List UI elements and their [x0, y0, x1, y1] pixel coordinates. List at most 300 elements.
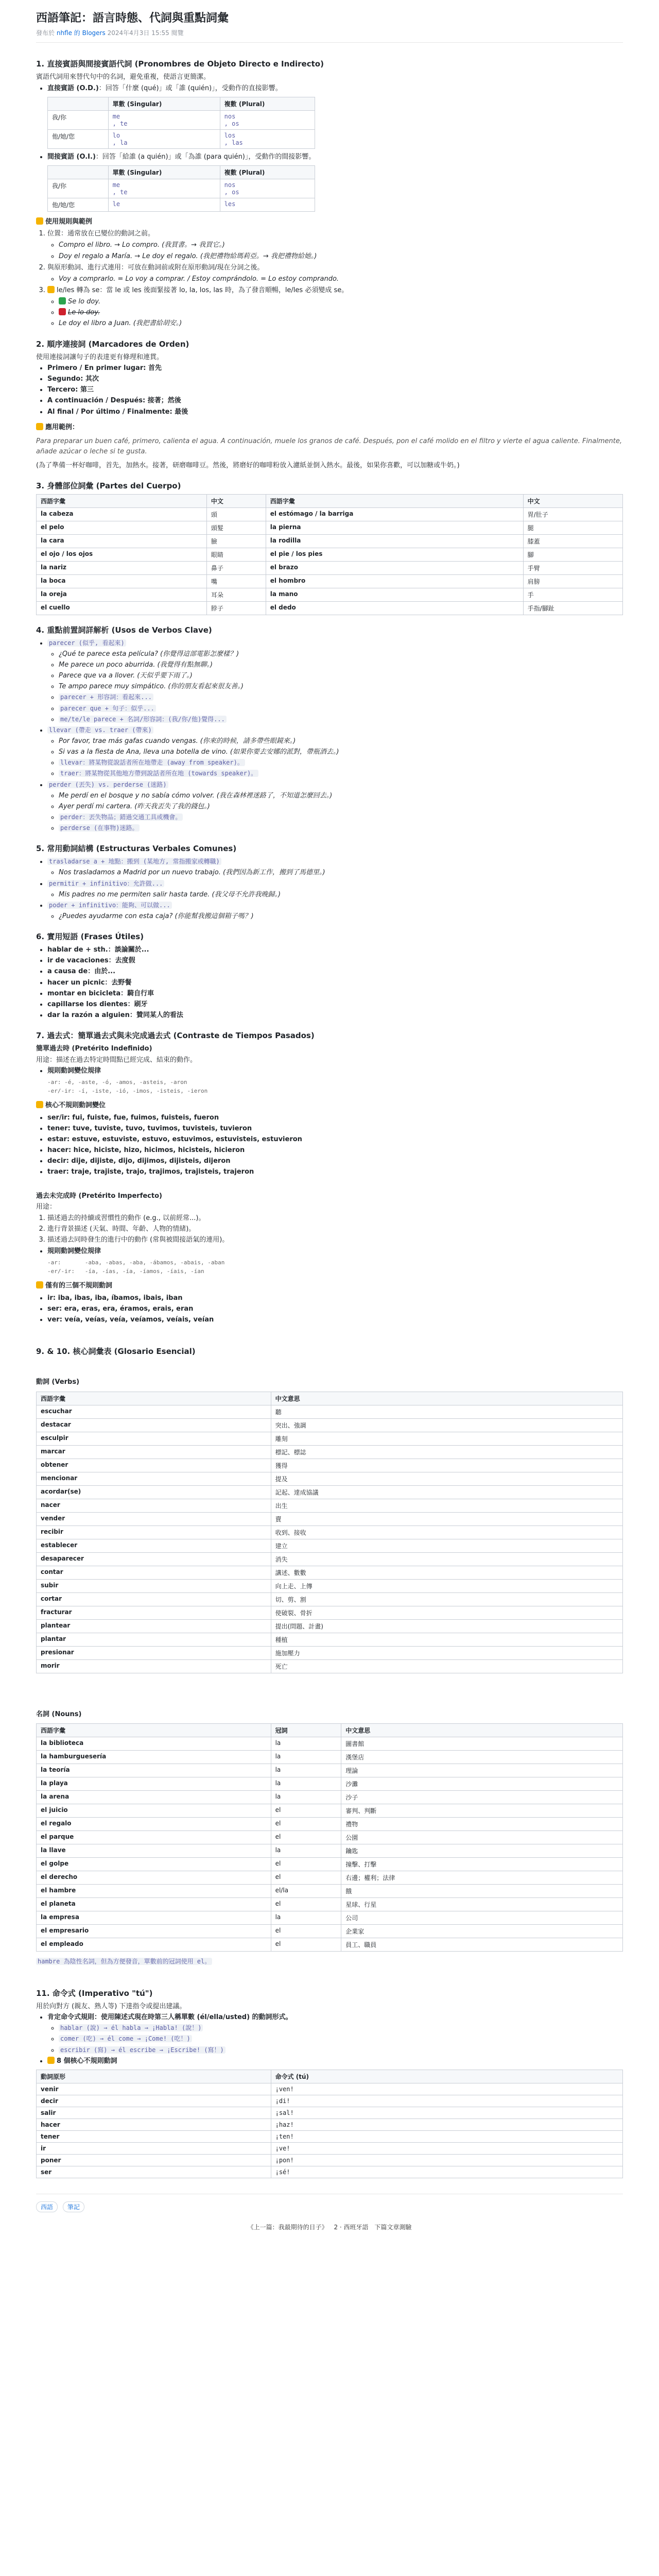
cell: el — [271, 1871, 341, 1885]
cell: 消失 — [271, 1552, 622, 1566]
example: ◦ Me perdí en el bosque y no sabía cómo volver. (我在森林裡迷路了，不知道怎麼回去。) — [59, 791, 623, 801]
io-table — [47, 165, 315, 212]
structure-item — [47, 901, 623, 922]
verb-item — [47, 638, 623, 725]
example-es: Para preparar un buen café, primero, calienta el agua. A continuación, muele los granos de café. Después, pon el café molido en el filtro y vierte el agua caliente. Finalmente, añade azúcar o leche si te gusta. — [36, 437, 622, 455]
cell: la playa — [37, 1777, 271, 1791]
list-item: • traer: traje, trajiste, trajo, trajimos, trajisteis, trajeron — [47, 1167, 623, 1177]
cell: el regalo — [37, 1818, 271, 1831]
verb-code: llevar (帶走 vs. traer (帶來) — [47, 726, 153, 734]
cell: la — [271, 1791, 341, 1804]
rules-title-text: 使用規則與範例 — [45, 217, 93, 226]
table-row — [37, 1871, 623, 1885]
table-row — [37, 588, 623, 601]
meta-date: 2024年4月3日 15:55 閱覽 — [107, 29, 184, 37]
cell: 種植 — [271, 1633, 622, 1646]
do-list — [36, 83, 623, 94]
cell: 脖子 — [206, 601, 266, 615]
example-no — [59, 308, 623, 318]
warning-icon — [47, 2057, 55, 2064]
section-title: 3. 身體部位詞彙 (Partes del Cuerpo) — [36, 481, 181, 490]
cell: 出生 — [271, 1499, 622, 1512]
cell: el hombro — [266, 574, 523, 588]
lightbulb-icon — [36, 423, 43, 430]
cell: 鼻子 — [206, 561, 266, 574]
table-row — [37, 1777, 623, 1791]
section-title: 2. 順序連接詞 (Marcadores de Orden) — [36, 339, 189, 349]
usage — [59, 715, 623, 725]
example-text: Se lo doy. — [68, 298, 101, 306]
list-item: • Al final / Por último / Finalmente: 最後 — [47, 407, 623, 417]
table-row — [37, 1751, 623, 1764]
table-row — [37, 2095, 623, 2107]
example: ◦ Ayer perdí mi cartera. (昨天我丟失了我的錢包。) — [59, 802, 623, 812]
cell: 標記、標誌 — [271, 1445, 622, 1459]
example-text: Le lo doy. — [68, 309, 100, 317]
list-item: • ir de vacaciones：去度假 — [47, 956, 623, 966]
cell: poner — [37, 2154, 271, 2166]
table-row — [37, 534, 623, 548]
example-code: escribir (寫) → él escribe → ¡Escribe! (寫！) — [59, 2046, 226, 2054]
th: 中文意思 — [271, 1392, 622, 1405]
cell: la hamburguesería — [37, 1751, 271, 1764]
cell: ser — [37, 2166, 271, 2178]
rule-item — [47, 285, 623, 329]
rules-list — [36, 229, 623, 329]
table-row — [37, 1405, 623, 1418]
irreg-title-text: 核心不規則動詞變位 — [45, 1101, 106, 1110]
cell: 死亡 — [271, 1659, 622, 1673]
table-row — [48, 110, 315, 129]
cell: el golpe — [37, 1858, 271, 1871]
cell: 講述、數數 — [271, 1566, 622, 1579]
cell: 企業家 — [341, 1925, 623, 1938]
th: 單數 (Singular) — [108, 165, 220, 179]
conjugation-block: -ar: -aba, -abas, -aba, -ábamos, -abais, -aban -er/-ir: -ía, -ías, -ía, -íamos, -íais, -ían — [47, 1259, 225, 1275]
th: 中文意思 — [341, 1724, 623, 1737]
table-row — [37, 561, 623, 574]
rule-text: le/les 轉為 se：當 le 或 les 後面緊接著 lo, la, los, las 時，為了發音順暢，le/les 必須變成 se。 — [57, 286, 349, 294]
imp-irreg-list — [36, 1293, 623, 1325]
cell: 獲得 — [271, 1459, 622, 1472]
table-row — [37, 1432, 623, 1445]
th: 單數 (Singular) — [108, 97, 220, 110]
list-item: • Segundo: 其次 — [47, 374, 623, 384]
table-row — [37, 1938, 623, 1952]
th: 動詞原形 — [37, 2070, 271, 2083]
cell: 手指/腳趾 — [523, 601, 622, 615]
cell: la llave — [37, 1844, 271, 1858]
section-title: 1. 直接賓語與間接賓語代詞 (Pronombres de Objeto Directo e Indirecto) — [36, 59, 324, 69]
section-phrases — [36, 931, 623, 1021]
verb-examples — [47, 649, 623, 725]
star-icon — [36, 217, 43, 225]
list-item: • a causa de：由於... — [47, 967, 623, 977]
cell: 使破裂、骨折 — [271, 1606, 622, 1619]
cell: le — [108, 198, 220, 211]
list-item: • estar: estuve, estuviste, estuvo, estuvimos, estuvisteis, estuvieron — [47, 1134, 623, 1145]
imperative-rule — [36, 2012, 623, 2066]
cell: 記起、達成協議 — [271, 1485, 622, 1499]
io-text: ：回答「給誰 (a quién)」或「為誰 (para quién)」，受動作的間接影響。 — [95, 152, 316, 161]
cell: el parque — [37, 1831, 271, 1844]
cell: la — [271, 1751, 341, 1764]
section-key-verbs — [36, 624, 623, 834]
cell: 禮物 — [341, 1818, 623, 1831]
cell: recibir — [37, 1526, 271, 1539]
example-code: hablar (說) → él habla → ¡Habla! (說！) — [59, 2024, 203, 2031]
list-item: • ser/ir: fui, fuiste, fue, fuimos, fuisteis, fueron — [47, 1113, 623, 1123]
imperative-table — [36, 2070, 623, 2178]
rule-item — [47, 2012, 623, 2056]
verb-code: parecer (似乎, 看起來) — [47, 639, 126, 647]
post-meta — [36, 28, 623, 43]
cell: contar — [37, 1566, 271, 1579]
cell: 我/你 — [48, 179, 109, 198]
do-item — [47, 83, 623, 94]
cell: nos , os — [220, 110, 315, 129]
table-row — [48, 198, 315, 211]
rule-item — [47, 263, 623, 284]
cell: hacer — [37, 2119, 271, 2130]
list-item: • capillarse los dientes：刷牙 — [47, 999, 623, 1010]
cell: ¡ten! — [271, 2130, 622, 2142]
section-intro: 用於向對方 (親友、熟人等) 下達指令或提出建議。 — [36, 2002, 186, 2010]
cell: 收到、接收 — [271, 1526, 622, 1539]
cell: la — [271, 1737, 341, 1751]
cell: morir — [37, 1659, 271, 1673]
cell: la rodilla — [266, 534, 523, 548]
th: 西語字彙 — [266, 494, 523, 507]
cell: el planeta — [37, 1898, 271, 1911]
list-item: • dar la razón a alguien：贊同某人的看法 — [47, 1010, 623, 1021]
list-item: • Tercero: 第三 — [47, 385, 623, 395]
cell: los , las — [220, 129, 315, 148]
list-item: 3. 描述過去同時發生的進行中的動作 (常與被間接語氣的連用)。 — [47, 1235, 623, 1245]
table-row — [37, 574, 623, 588]
table-row — [37, 1418, 623, 1432]
cell: me , te — [108, 179, 220, 198]
cell: la teoría — [37, 1764, 271, 1777]
table-row — [37, 2142, 623, 2154]
th: 西語字彙 — [37, 1392, 271, 1405]
cell: 切、剪、割 — [271, 1592, 622, 1606]
table-row — [37, 2083, 623, 2095]
verb-item — [47, 725, 623, 779]
cell: obtener — [37, 1459, 271, 1472]
irreg-list — [36, 1113, 623, 1178]
example: ◦ Le doy el libro a Juan. (我把書給胡安。) — [59, 318, 623, 329]
tag[interactable]: 筆記 — [63, 2201, 84, 2212]
cell: el empresario — [37, 1925, 271, 1938]
io-list — [36, 152, 623, 162]
cell: marcar — [37, 1445, 271, 1459]
conjugation-block: -ar: -é, -aste, -ó, -amos, -asteis, -aron -er/-ir: -í, -iste, -ió, -imos, -isteis, -ieron — [47, 1079, 208, 1094]
cell: el — [271, 1818, 341, 1831]
cell: tener — [37, 2130, 271, 2142]
usage-code: traer：將某物從其他地方帶到說話者所在地 (towards speaker)。 — [59, 770, 258, 777]
table-row — [48, 179, 315, 198]
cell: nos , os — [220, 179, 315, 198]
cell: 頭髮 — [206, 521, 266, 534]
structure-item — [47, 879, 623, 900]
irreg-title — [47, 2056, 623, 2066]
example: ◦ ¿Puedes ayudarme con esta caja? (你能幫我搬這個箱子嗎？) — [59, 911, 623, 922]
cell: el pie / los pies — [266, 548, 523, 561]
verb-examples — [47, 791, 623, 834]
th: 西語字彙 — [37, 1724, 271, 1737]
cell: 建立 — [271, 1539, 622, 1552]
cell: 雕刻 — [271, 1432, 622, 1445]
table-row — [37, 1512, 623, 1526]
usage-code: parecer + 形容詞：看起來... — [59, 693, 153, 701]
imp-rule: • 規則動詞變位規律 — [47, 1246, 623, 1257]
cell: la empresa — [37, 1911, 271, 1925]
cell: la — [271, 1764, 341, 1777]
table-row — [37, 507, 623, 521]
cell: 他/她/您 — [48, 129, 109, 148]
table-row — [37, 1619, 623, 1633]
cell: 賣 — [271, 1512, 622, 1526]
list-item: • hacer: hice, hiciste, hizo, hicimos, hicisteis, hicieron — [47, 1145, 623, 1156]
cell: el — [271, 1938, 341, 1952]
table-row — [37, 1633, 623, 1646]
cell: 公司 — [341, 1911, 623, 1925]
indef-title: 簡單過去時 (Pretérito Indefinido) — [36, 1045, 152, 1053]
cell: me , te — [108, 110, 220, 129]
table-row — [37, 1911, 623, 1925]
structures-list — [36, 857, 623, 922]
do-table — [47, 97, 315, 149]
prev-link[interactable]: 《上一篇：我最期待的日子》 — [247, 2223, 328, 2231]
cell: fracturar — [37, 1606, 271, 1619]
tag[interactable]: 西語 — [36, 2201, 58, 2212]
table-row — [37, 1804, 623, 1818]
imp-irreg-title — [36, 1281, 623, 1291]
example: ◦ Nos trasladamos a Madrid por un nuevo trabajo. (我們因為新工作，搬到了馬德里。) — [59, 868, 623, 878]
cell: escuchar — [37, 1405, 271, 1418]
pin-icon — [36, 1281, 43, 1289]
table-row — [37, 1844, 623, 1858]
order-list — [36, 363, 623, 417]
table-row — [37, 548, 623, 561]
usage-code: me/te/le parece + 名詞/形容詞：(我/你/他)覺得... — [59, 716, 227, 723]
th — [48, 165, 109, 179]
cell: 耳朵 — [206, 588, 266, 601]
list-item: • decir: dije, dijiste, dijo, dijimos, dijisteis, dijeron — [47, 1156, 623, 1166]
cell: 胃/肚子 — [523, 507, 622, 521]
table-row — [37, 521, 623, 534]
section-imperative — [36, 1988, 623, 2178]
cell: el dedo — [266, 601, 523, 615]
cell: plantear — [37, 1619, 271, 1633]
cell: la boca — [37, 574, 207, 588]
section-title: 11. 命令式 (Imperativo "tú") — [36, 1988, 153, 1998]
section-glossary — [36, 1346, 623, 1967]
cell: el pelo — [37, 521, 207, 534]
imp-irreg-title-text: 僅有的三個不規則動詞 — [45, 1282, 113, 1290]
verbs-table — [36, 1392, 623, 1673]
irreg-title-text: 8 個核心不規則動詞 — [57, 2057, 117, 2065]
table-row — [37, 1818, 623, 1831]
cell: vender — [37, 1512, 271, 1526]
cell: 肩膀 — [523, 574, 622, 588]
meta-prefix: 發布於 — [36, 29, 55, 37]
table-row — [37, 1646, 623, 1659]
table-row — [37, 1898, 623, 1911]
cell: 施加壓力 — [271, 1646, 622, 1659]
cell: esculpir — [37, 1432, 271, 1445]
cell: 圖書館 — [341, 1737, 623, 1751]
do-text: ：回答「什麼 (qué)」或「誰 (quién)」，受動作的直接影響。 — [98, 84, 282, 92]
table-row — [37, 1552, 623, 1566]
usage — [59, 812, 623, 823]
cell: el — [271, 1858, 341, 1871]
cell: acordar(se) — [37, 1485, 271, 1499]
cell: subir — [37, 1579, 271, 1592]
imp-title: 過去未完成時 (Pretérito Imperfecto) — [36, 1192, 162, 1200]
cell: decir — [37, 2095, 271, 2107]
table-row — [37, 2154, 623, 2166]
cell: el hambre — [37, 1885, 271, 1898]
cell: 沙灘 — [341, 1777, 623, 1791]
cell: el — [271, 1804, 341, 1818]
list-item: • ir: iba, ibas, iba, íbamos, ibais, iban — [47, 1293, 623, 1303]
cell: la — [271, 1777, 341, 1791]
cell: lo , la — [108, 129, 220, 148]
cell: nacer — [37, 1499, 271, 1512]
usage-code: perderse (在事物)迷路。 — [59, 824, 140, 832]
cell: la mano — [266, 588, 523, 601]
cell: 提出(問題、計畫) — [271, 1619, 622, 1633]
example: ◦ Compro el libro. → Lo compro. (我買書。→ 我買它。) — [59, 240, 623, 250]
example: ◦ Si vas a la fiesta de Ana, lleva una botella de vino. (如果你要去安娜的派對，帶瓶酒去。) — [59, 747, 623, 757]
nouns-table — [36, 1723, 623, 1952]
io-item — [47, 152, 623, 162]
cell: 突出、強調 — [271, 1418, 622, 1432]
check-icon — [59, 297, 66, 304]
cell: la oreja — [37, 588, 207, 601]
usage — [59, 769, 623, 779]
cell: el brazo — [266, 561, 523, 574]
cell: mencionar — [37, 1472, 271, 1485]
cell: 撞擊、打擊 — [341, 1858, 623, 1871]
table-row — [37, 1791, 623, 1804]
cell: 鑰匙 — [341, 1844, 623, 1858]
section-title: 6. 實用短語 (Frases Útiles) — [36, 932, 144, 942]
cell: la cabeza — [37, 507, 207, 521]
cell: el cuello — [37, 601, 207, 615]
cell: la cara — [37, 534, 207, 548]
section-title: 4. 重點前置詞詳解析 (Usos de Verbos Clave) — [36, 625, 212, 635]
cell: ¡pon! — [271, 2154, 622, 2166]
cell: ir — [37, 2142, 271, 2154]
cell: el — [271, 1898, 341, 1911]
page-title: 西語筆記：語言時態、代詞與重點詞彙 — [36, 12, 229, 25]
table-row — [37, 1606, 623, 1619]
cell: 右邊；權利；法律 — [341, 1871, 623, 1885]
th: 中文 — [523, 494, 622, 507]
cell: la — [271, 1911, 341, 1925]
cell: ¡di! — [271, 2095, 622, 2107]
list-item: • hablar de + sth.：談論關於... — [47, 945, 623, 955]
cell: 頭 — [206, 507, 266, 521]
th: 冠詞 — [271, 1724, 341, 1737]
imp-uses — [36, 1213, 623, 1245]
table-row — [37, 1737, 623, 1751]
list-item: • montar en bicicleta：騎自行車 — [47, 989, 623, 999]
cell: 手 — [523, 588, 622, 601]
example: ◦ Me parece un poco aburrida. (我覺得有點無聊。) — [59, 660, 623, 670]
section-past-tenses — [36, 1030, 623, 1325]
warning-icon — [36, 1101, 43, 1108]
cell: ¡haz! — [271, 2119, 622, 2130]
section-title: 7. 過去式：簡單過去式與未完成過去式 (Contraste de Tiempos Pasados) — [36, 1031, 315, 1041]
th: 複數 (Plural) — [220, 97, 315, 110]
cell: 餓 — [341, 1885, 623, 1898]
cell: 腿 — [523, 521, 622, 534]
usage — [59, 704, 623, 714]
usage-code: llevar：將某物從說話者所在地帶走 (away from speaker)。 — [59, 759, 245, 766]
io-label: 間接賓語 (O.I.) — [47, 152, 96, 161]
th: 複數 (Plural) — [220, 165, 315, 179]
structure-item — [47, 857, 623, 878]
cell: 腳 — [523, 548, 622, 561]
next-link[interactable]: 下篇文章測驗 — [374, 2223, 412, 2231]
tag-list — [36, 2201, 623, 2212]
cell: ¡ven! — [271, 2083, 622, 2095]
warning-icon — [47, 286, 55, 293]
example — [59, 2034, 623, 2044]
article — [36, 0, 623, 2231]
cell: el — [271, 1925, 341, 1938]
rule-item — [47, 229, 623, 261]
cell: 提及 — [271, 1472, 622, 1485]
cell: 公園 — [341, 1831, 623, 1844]
verbs-list — [36, 638, 623, 834]
table-row — [37, 1499, 623, 1512]
rule-examples — [47, 240, 623, 261]
list-item: 2. 進行背景描述 (天氣、時間、年齡、人物的情緒)。 — [47, 1224, 623, 1234]
usage-code: perder：丟失物品；錯過交通工具或機會。 — [59, 814, 183, 821]
author-link[interactable]: nhfle 的 Blogers — [56, 29, 106, 37]
section-pronouns — [36, 58, 623, 329]
hambre-note — [36, 1957, 623, 1967]
cell: 手臂 — [523, 561, 622, 574]
example — [59, 2045, 623, 2056]
example: ◦ Por favor, trae más gafas cuando vengas. (你來的時候，請多帶些眼鏡來。) — [59, 736, 623, 747]
cell: establecer — [37, 1539, 271, 1552]
indef-use: 用途：描述在過去特定時間點已經完成、結束的動作。 — [36, 1056, 197, 1064]
table-row — [37, 2130, 623, 2142]
table-row — [37, 601, 623, 615]
indef-rule: • 規則動詞變位規律 — [47, 1066, 623, 1076]
table-row — [37, 1445, 623, 1459]
structure-code: poder + infinitivo：能夠、可以做... — [47, 902, 172, 909]
table-row — [37, 1472, 623, 1485]
example-label — [36, 422, 623, 433]
cell: les — [220, 198, 315, 211]
table-row — [37, 1764, 623, 1777]
cell: 理論 — [341, 1764, 623, 1777]
list-item: • A continuación / Después: 接著；然後 — [47, 396, 623, 406]
table-row — [37, 1539, 623, 1552]
section-body-parts — [36, 480, 623, 615]
cell: plantar — [37, 1633, 271, 1646]
table-row — [37, 1925, 623, 1938]
pager — [36, 2223, 623, 2231]
cell: 臉 — [206, 534, 266, 548]
